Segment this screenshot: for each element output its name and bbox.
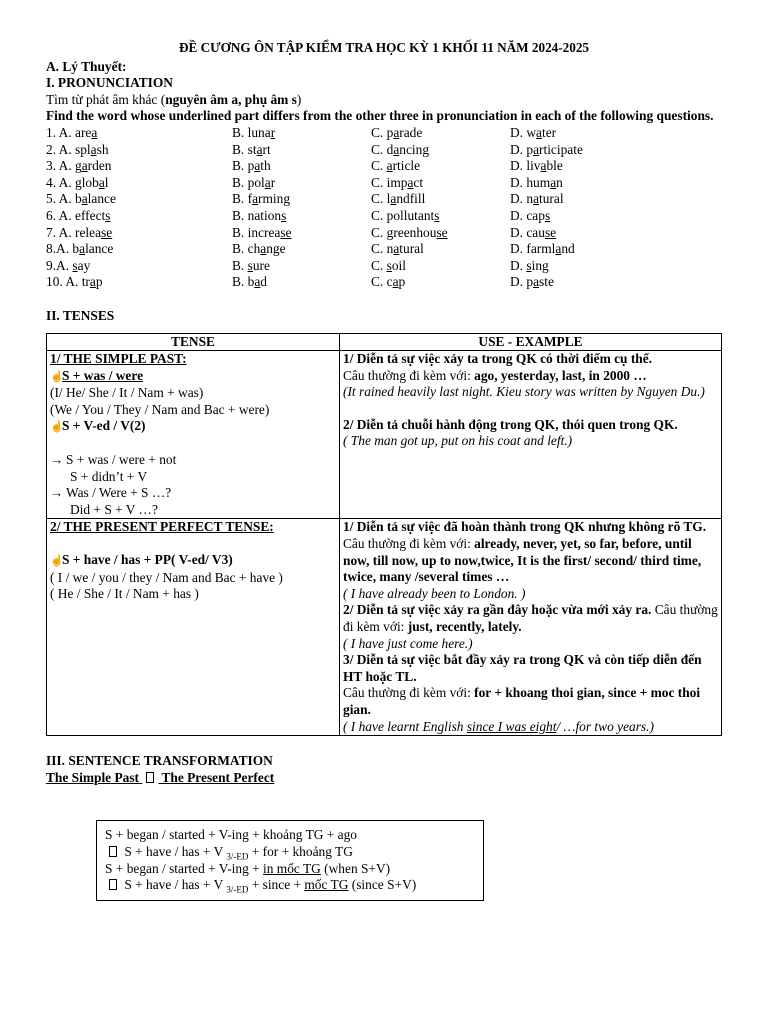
question-option: D. sing bbox=[510, 257, 549, 273]
simple-past-forms bbox=[47, 351, 340, 519]
simple-past-negative-1: → S + was / were + not bbox=[50, 452, 177, 468]
question-option: 2. A. splash bbox=[46, 141, 109, 157]
pointer-icon: ☝ bbox=[50, 421, 64, 434]
question-option: C. natural bbox=[371, 241, 424, 257]
question-option: 6. A. effects bbox=[46, 207, 111, 223]
simple-past-use-1-words: Câu thường đi kèm với: ago, yesterday, last, in 2000 … bbox=[343, 367, 647, 383]
present-perfect-forms bbox=[47, 519, 340, 736]
question-option: 8.A. balance bbox=[46, 241, 114, 257]
simple-past-formula-1a: (I/ He/ She / It / Nam + was) bbox=[50, 385, 204, 401]
question-option: C. article bbox=[371, 158, 421, 174]
transformation-heading: III. SENTENCE TRANSFORMATION bbox=[46, 753, 273, 769]
question-option: D. livable bbox=[510, 158, 563, 174]
box-line-3: S + began / started + V-ing + in mốc TG (when S+V) bbox=[105, 860, 391, 876]
question-option: D. paste bbox=[510, 274, 554, 290]
simple-past-formula-1b: (We / You / They / Nam and Bac + were) bbox=[50, 401, 270, 417]
note-prefix: Tìm từ phát âm khác ( bbox=[46, 91, 166, 107]
tenses-table bbox=[46, 333, 722, 737]
simple-past-uses bbox=[340, 351, 722, 519]
simple-past-formula-1: ☝S + was / were bbox=[50, 368, 336, 386]
question-option: 5. A. balance bbox=[46, 191, 116, 207]
question-option: C. impact bbox=[371, 174, 424, 190]
question-option: C. greenhouse bbox=[371, 224, 448, 240]
present-perfect-example-1: ( I have already been to London. ) bbox=[343, 585, 526, 601]
question-option: 4. A. global bbox=[46, 174, 109, 190]
note-bold: nguyên âm a, phụ âm s bbox=[165, 91, 297, 107]
question-option: B. polar bbox=[232, 174, 276, 190]
question-option: B. sure bbox=[232, 257, 270, 273]
pointer-icon: ☝ bbox=[50, 370, 64, 383]
pronunciation-heading: I. PRONUNCIATION bbox=[46, 75, 173, 91]
question-option: C. soil bbox=[371, 257, 406, 273]
question-option: B. nations bbox=[232, 207, 287, 223]
box-line-4: S + have / has + V $_{3/-ED}$ + since + mốc TG (since S+V) bbox=[105, 877, 477, 894]
present-perfect-uses bbox=[340, 519, 722, 736]
table-header-row bbox=[47, 333, 722, 351]
simple-past-formula-2: ☝S + V-ed / V(2) bbox=[50, 418, 336, 436]
question-option: B. path bbox=[232, 158, 271, 174]
question-option: 9.A. say bbox=[46, 257, 91, 273]
arrow-placeholder-icon bbox=[109, 879, 117, 890]
pronunciation-note bbox=[46, 92, 722, 109]
question-option: 1. A. area bbox=[46, 124, 98, 140]
arrow-right-icon: → bbox=[50, 485, 64, 501]
tenses-heading: II. TENSES bbox=[46, 307, 115, 323]
simple-past-negative-2: S + didn’t + V bbox=[70, 468, 148, 484]
question-option: 7. A. release bbox=[46, 224, 113, 240]
arrow-placeholder-icon bbox=[146, 772, 154, 783]
arrow-right-icon: → bbox=[50, 452, 64, 468]
arrow-placeholder-icon bbox=[109, 846, 117, 857]
present-perfect-use-3-words: Câu thường đi kèm với: for + khoang thoi gian, since + moc thoi gian. bbox=[343, 685, 701, 717]
question-option: D. caps bbox=[510, 207, 551, 223]
pointer-icon: ☝ bbox=[50, 555, 64, 568]
question-option: D. human bbox=[510, 174, 563, 190]
simple-past-question-2: Did + S + V …? bbox=[70, 501, 158, 517]
header-tense: TENSE bbox=[47, 333, 340, 351]
question-option: C. parade bbox=[371, 124, 423, 140]
simple-past-example-1: (It rained heavily last night. Kieu story was written by Nguyen Du.) bbox=[343, 384, 705, 400]
question-option: 10. A. trap bbox=[46, 274, 103, 290]
question-option: 3. A. garden bbox=[46, 158, 112, 174]
header-use: USE - EXAMPLE bbox=[340, 333, 722, 351]
simple-past-question-1: → Was / Were + S …? bbox=[50, 485, 172, 501]
table-row-present-perfect bbox=[47, 519, 722, 736]
simple-past-name: 1/ THE SIMPLE PAST: bbox=[50, 351, 187, 367]
simple-past-example-2: ( The man got up, put on his coat and left.) bbox=[343, 433, 573, 449]
question-option: B. bad bbox=[232, 274, 267, 290]
present-perfect-example-3: ( I have learnt English since I was eight/ …for two years.) bbox=[343, 718, 654, 734]
table-row-simple-past bbox=[47, 351, 722, 519]
question-option: D. natural bbox=[510, 191, 564, 207]
question-option: D. water bbox=[510, 124, 557, 140]
question-option: B. change bbox=[232, 241, 286, 257]
note-suffix: ) bbox=[296, 91, 302, 107]
question-option: C. cap bbox=[371, 274, 406, 290]
present-perfect-use-2: 2/ Diễn tả sự việc xảy ra gần đây hoặc vừa mới xảy ra. Câu thường đi kèm với: just, recently, lately. bbox=[343, 602, 718, 634]
pronunciation-questions bbox=[46, 125, 722, 291]
question-option: C. pollutants bbox=[371, 207, 440, 223]
present-perfect-use-1: 1/ Diễn tả sự việc đã hoàn thành trong QK nhưng không rõ TG. bbox=[343, 519, 707, 535]
present-perfect-formula-a: ( I / we / you / they / Nam and Bac + have ) bbox=[50, 569, 283, 585]
box-line-1: S + began / started + V-ing + khoảng TG + ago bbox=[105, 827, 357, 843]
question-option: B. lunar bbox=[232, 124, 276, 140]
present-perfect-name: 2/ THE PRESENT PERFECT TENSE: bbox=[50, 519, 274, 535]
present-perfect-use-3: 3/ Diễn tả sự việc bắt đầy xảy ra trong QK và còn tiếp diễn đến HT hoặc TL. bbox=[343, 652, 702, 684]
box-line-2: S + have / has + V $_{3/-ED}$ + for + khoảng TG bbox=[105, 844, 477, 861]
question-option: D. cause bbox=[510, 224, 557, 240]
present-perfect-example-2: ( I have just come here.) bbox=[343, 635, 473, 651]
pronunciation-instruction: Find the word whose underlined part differs from the other three in pronunciation in each of the following questions. bbox=[46, 108, 714, 124]
question-option: B. farming bbox=[232, 191, 291, 207]
section-a-heading: A. Lý Thuyết: bbox=[46, 58, 127, 74]
present-perfect-use-1-words: Câu thường đi kèm với: already, never, yet, so far, before, until now, till now, up to now,twice, It is the first/ second/ third time, twice, many /several times … bbox=[343, 536, 702, 585]
question-option: D. farmland bbox=[510, 241, 575, 257]
question-option: C. dancing bbox=[371, 141, 430, 157]
transformation-subheading: The Simple Past The Present Perfect bbox=[46, 769, 275, 785]
question-option: C. landfill bbox=[371, 191, 426, 207]
document-title: ĐỀ CƯƠNG ÔN TẬP KIỂM TRA HỌC KỲ 1 KHỐI 11 NĂM 2024-2025 bbox=[178, 40, 590, 55]
present-perfect-formula-b: ( He / She / It / Nam + has ) bbox=[50, 586, 199, 602]
simple-past-use-2: 2/ Diễn tả chuỗi hành động trong QK, thói quen trong QK. bbox=[343, 416, 678, 432]
question-option: B. start bbox=[232, 141, 271, 157]
question-option: D. participate bbox=[510, 141, 583, 157]
transformation-box bbox=[96, 820, 484, 900]
simple-past-use-1: 1/ Diễn tả sự việc xảy ta trong QK có thời điểm cụ thể. bbox=[343, 351, 653, 367]
question-option: B. increase bbox=[232, 224, 292, 240]
present-perfect-formula: ☝S + have / has + PP( V-ed/ V3) bbox=[50, 552, 336, 570]
